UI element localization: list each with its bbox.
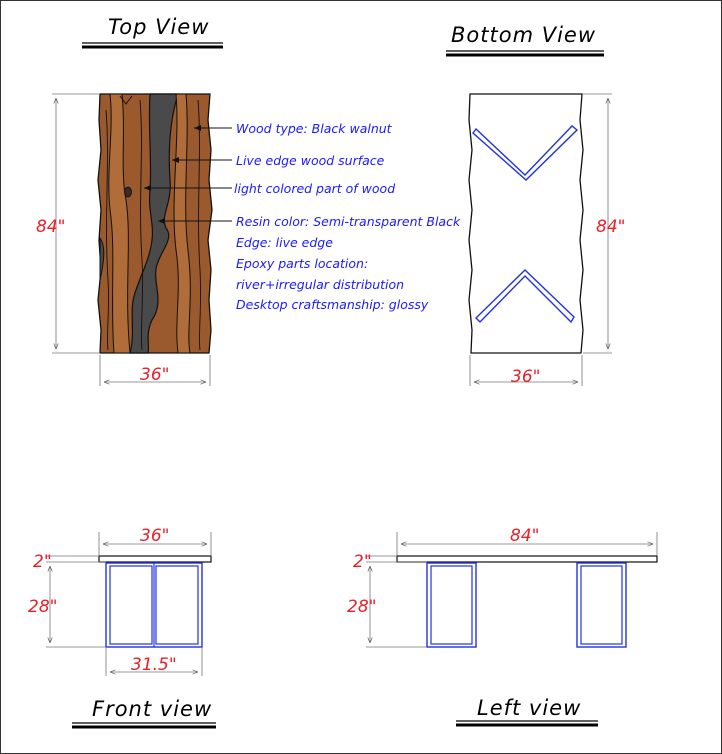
top-length-dim: 84" [36, 217, 66, 237]
note-craftsmanship: Desktop craftsmanship: glossy [236, 297, 429, 312]
note-light-wood: light colored part of wood [234, 181, 396, 196]
note-live-edge-surface: Live edge wood surface [236, 153, 385, 168]
bottom-view-tabletop [469, 94, 583, 353]
front-base-width-dim: 31.5" [131, 655, 177, 675]
left-view-title-group [456, 696, 598, 725]
front-tabletop [99, 556, 211, 562]
left-view-title: Left view [477, 696, 582, 720]
left-length-dim: 84" [510, 526, 540, 546]
note-edge: Edge: live edge [236, 235, 333, 250]
front-leg-height-dim: 28" [28, 597, 58, 617]
left-tabletop [397, 556, 657, 562]
wood-knot [125, 187, 132, 197]
top-width-dim: 36" [140, 365, 170, 385]
left-view-dimensions [347, 526, 657, 647]
front-view [99, 556, 211, 647]
bottom-view-title: Bottom View [451, 23, 596, 47]
top-view-title: Top View [108, 15, 210, 39]
front-thickness-dim: 2" [33, 552, 52, 572]
note-wood-type: Wood type: Black walnut [236, 121, 392, 136]
bottom-view-title-group [446, 23, 604, 55]
bottom-width-dim: 36" [511, 367, 541, 387]
note-resin-color: Resin color: Semi-transparent Black [236, 214, 461, 229]
front-width-dim: 36" [140, 526, 170, 546]
spec-notes [234, 121, 461, 312]
left-leg-2 [577, 563, 626, 647]
bottom-length-dim: 84" [596, 217, 626, 237]
left-leg-1 [427, 563, 476, 647]
left-leg-height-dim: 28" [347, 597, 377, 617]
note-distribution: river+irregular distribution [236, 277, 405, 292]
left-view [397, 556, 657, 647]
top-view-title-group [82, 15, 223, 47]
left-thickness-dim: 2" [353, 552, 372, 572]
note-epoxy-location: Epoxy parts location: [236, 256, 369, 271]
front-view-title-group [72, 697, 216, 727]
front-view-title: Front view [92, 697, 213, 721]
front-view-dimensions [28, 526, 211, 676]
top-view-tabletop [98, 94, 212, 353]
